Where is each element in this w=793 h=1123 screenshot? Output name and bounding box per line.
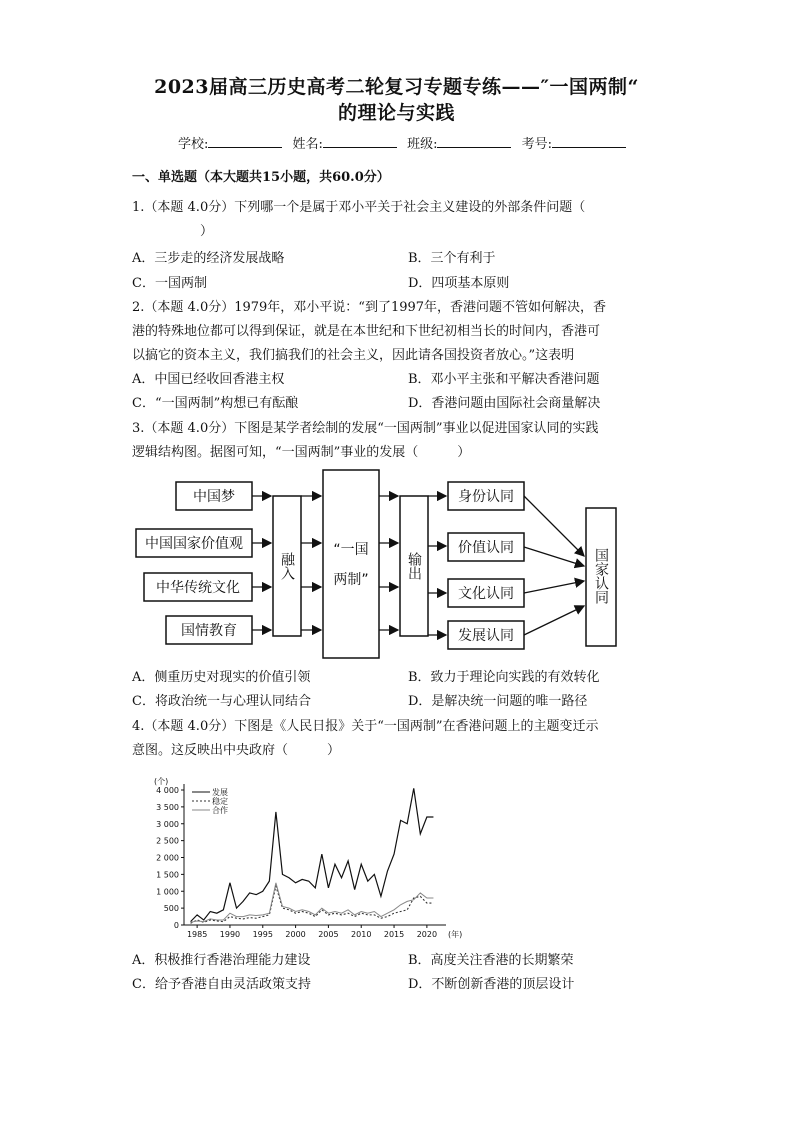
- input-culture: 中华传统文化: [156, 580, 240, 596]
- q2-stem-line1: 2.（本题 4.0分）1979年，邓小平说：“到了1997年，香港问题不管如何解决，香: [132, 300, 607, 315]
- name-blank[interactable]: [323, 135, 397, 148]
- q1-option-c[interactable]: C．一国两制: [132, 276, 207, 291]
- center-line1: “一国: [333, 542, 369, 558]
- legend-label-0: 发展: [212, 788, 228, 797]
- final-label: 国家认同: [593, 548, 609, 604]
- q1-option-a[interactable]: A．三步走的经济发展战略: [132, 251, 285, 266]
- identity-value: 价值认同: [458, 540, 514, 556]
- x-tick-label: 2010: [351, 930, 372, 939]
- q3-option-d[interactable]: D．是解决统一问题的唯一路径: [408, 694, 588, 709]
- q3-structure-diagram: [130, 466, 630, 662]
- q4-option-d[interactable]: D．不断创新香港的顶层设计: [408, 977, 575, 992]
- q2-stem-line3: 以搞它的资本主义，我们搞我们的社会主义，因此请各国投资者放心。”这表明: [132, 348, 575, 363]
- series-line-2: [191, 883, 434, 922]
- y-axis-label: (个): [154, 777, 169, 786]
- q2-option-a[interactable]: A．中国已经收回香港主权: [132, 372, 285, 387]
- x-tick-label: 1990: [219, 930, 241, 939]
- q4-stem-line2: 意图。这反映出中央政府（ ）: [132, 743, 341, 758]
- q1-option-b[interactable]: B．三个有利于: [408, 251, 496, 266]
- q4-stem-line1: 4.（本题 4.0分）下图是《人民日报》关于“一国两制”在香港问题上的主题变迁示: [132, 719, 599, 734]
- q4-line-chart: [140, 770, 470, 945]
- input-dream: 中国梦: [193, 489, 235, 505]
- q3-stem-line2: 逻辑结构图。据图可知，“一国两制”事业的发展（ ）: [132, 445, 471, 460]
- x-tick-label: 2000: [285, 930, 306, 939]
- section-heading: 一、单选题（本大题共15小题，共60.0分）: [132, 170, 390, 185]
- q4-option-a[interactable]: A．积极推行香港治理能力建设: [132, 953, 311, 968]
- doc-title-line2: 的理论与实践: [337, 102, 455, 124]
- y-tick-label: 4 000: [156, 786, 179, 795]
- y-tick-label: 1 000: [156, 887, 179, 897]
- q3-option-b[interactable]: B．致力于理论向实践的有效转化: [408, 670, 600, 685]
- q1-stem-line2: ）: [200, 224, 214, 239]
- q2-option-c[interactable]: C．“一国两制”构想已有酝酿: [132, 396, 299, 411]
- q3-option-a[interactable]: A．侧重历史对现实的价值引领: [132, 670, 311, 685]
- x-tick-label: 2020: [416, 930, 438, 939]
- q2-option-d[interactable]: D．香港问题由国际社会商量解决: [408, 396, 601, 411]
- x-tick-label: 1995: [252, 930, 273, 939]
- number-label: 考号:: [521, 137, 552, 152]
- x-tick-label: 2015: [383, 930, 405, 939]
- q4-option-b[interactable]: B．高度关注香港的长期繁荣: [408, 953, 574, 968]
- q4-option-c[interactable]: C．给予香港自由灵活政策支持: [132, 977, 311, 992]
- doc-title-line1: 2023届高三历史高考二轮复习专题专练——″一国两制“: [154, 76, 639, 98]
- y-tick-label: 500: [163, 904, 179, 914]
- x-axis-label: (年): [448, 930, 463, 939]
- center-box: [323, 470, 379, 658]
- y-tick-label: 1 500: [156, 870, 179, 880]
- name-label: 姓名:: [292, 137, 323, 152]
- y-tick-label: 3 500: [156, 802, 179, 812]
- center-line2: 两制”: [333, 572, 369, 588]
- class-label: 班级:: [407, 137, 438, 152]
- q2-stem-line2: 港的特殊地位都可以得到保证，就是在本世纪和下世纪初相当长的时间内，香港可: [132, 324, 601, 339]
- merge-label: 融入: [279, 552, 295, 580]
- y-tick-label: 2 500: [156, 836, 179, 846]
- student-info: [178, 133, 632, 152]
- x-tick-label: 2005: [318, 930, 339, 939]
- legend-label-2: 合作: [212, 806, 228, 815]
- school-blank[interactable]: [208, 135, 282, 148]
- input-education: 国情教育: [181, 623, 237, 639]
- q1-stem-line1: 1.（本题 4.0分）下列哪一个是属于邓小平关于社会主义建设的外部条件问题（: [132, 200, 586, 215]
- identity-development: 发展认同: [458, 628, 514, 644]
- series-line-1: [191, 886, 434, 923]
- number-blank[interactable]: [552, 135, 626, 148]
- q2-option-b[interactable]: B．邓小平主张和平解决香港问题: [408, 372, 600, 387]
- x-tick-label: 1985: [186, 930, 208, 939]
- identity-culture: 文化认同: [458, 586, 514, 602]
- q3-option-c[interactable]: C．将政治统一与心理认同结合: [132, 694, 311, 709]
- y-tick-label: 0: [173, 921, 179, 930]
- q1-option-d[interactable]: D．四项基本原则: [408, 276, 510, 291]
- input-values: 中国国家价值观: [145, 536, 243, 552]
- q3-stem-line1: 3.（本题 4.0分）下图是某学者绘制的发展“一国两制”事业以促进国家认同的实践: [132, 421, 599, 436]
- y-tick-label: 2 000: [156, 853, 179, 863]
- legend-label-1: 稳定: [212, 797, 228, 806]
- identity-identity: 身份认同: [458, 489, 514, 505]
- school-label: 学校:: [178, 137, 209, 152]
- class-blank[interactable]: [437, 135, 511, 148]
- output-label: 输出: [406, 552, 422, 580]
- y-tick-label: 3 000: [156, 819, 179, 829]
